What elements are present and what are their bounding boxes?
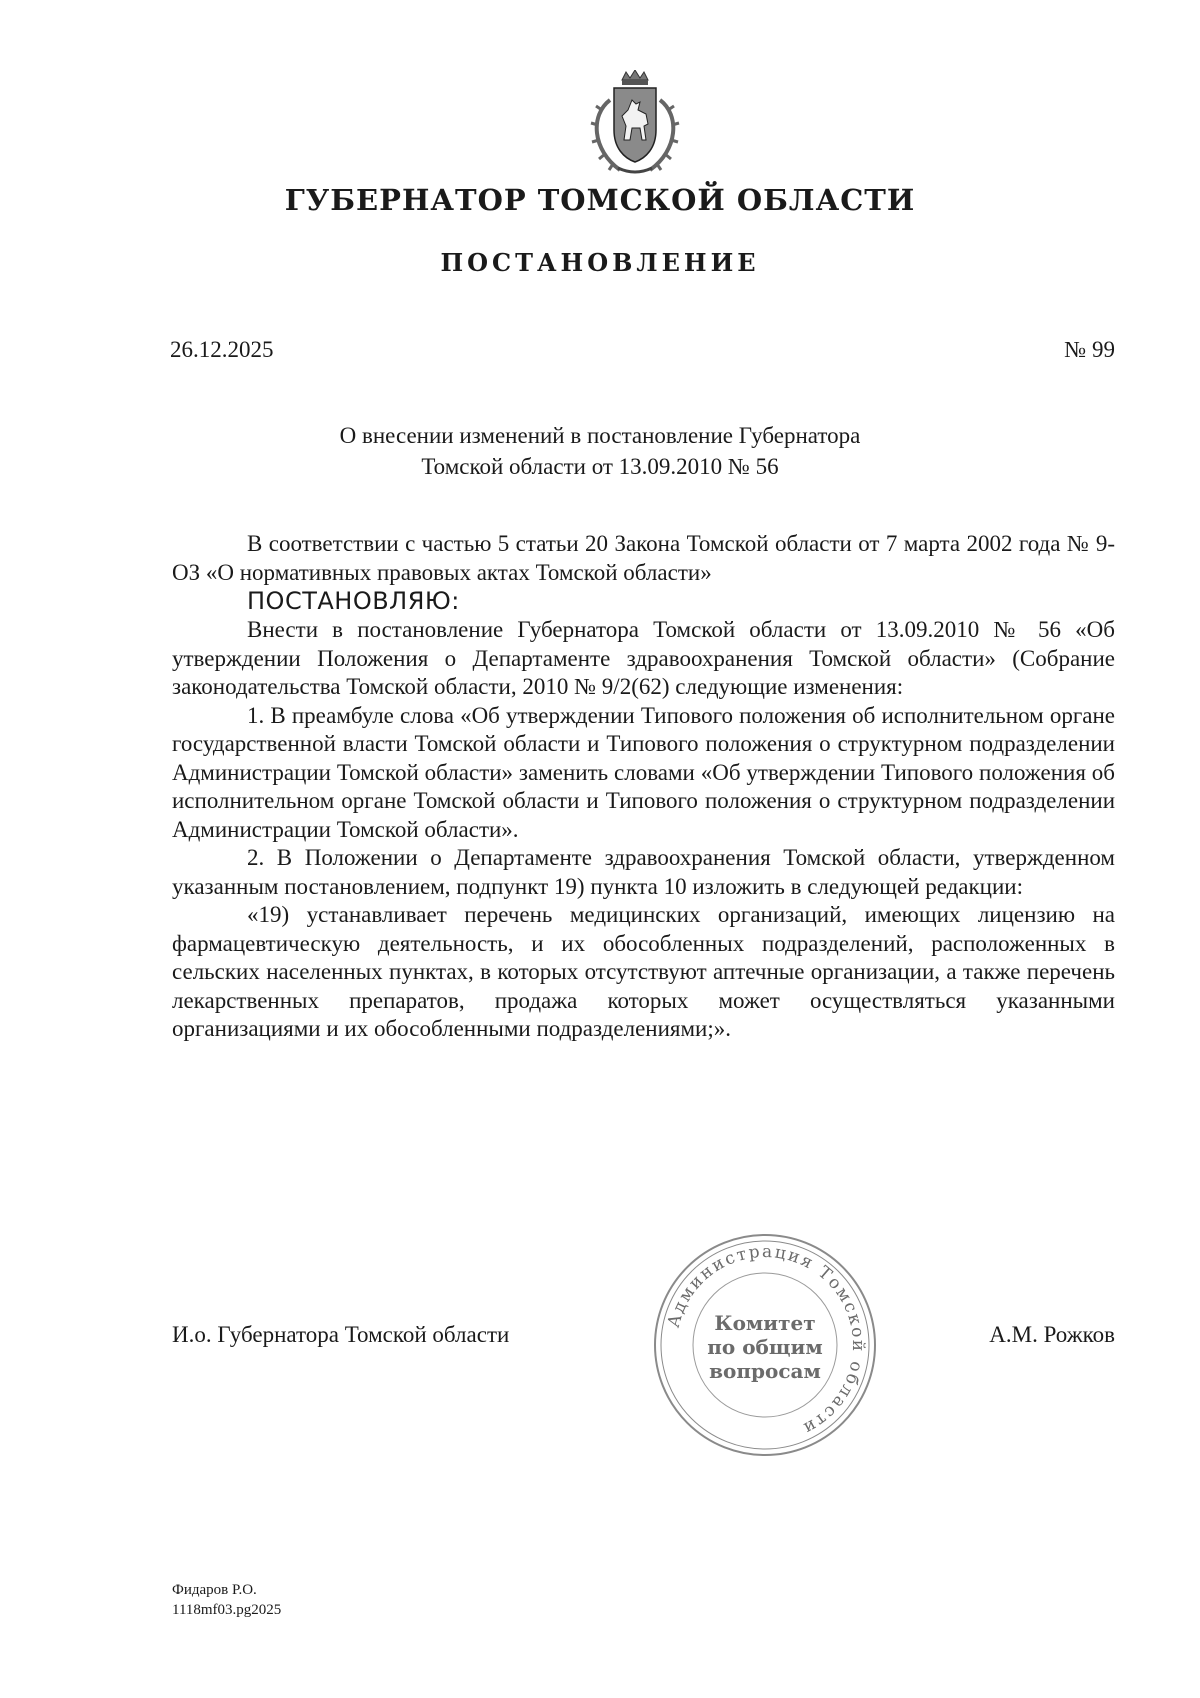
amendment-item-1: 1. В преамбуле слова «Об утверждении Типового положения об исполнительном органе государственной власти Томской области и Типового положения о структурном подразделении Администрации Томской области» заменить словами «Об утверждении Типового положения об исполнительном органе Томской области и Типового положения о структурном подразделении Администрации Томской области». (172, 702, 1115, 842)
document-type: ПОСТАНОВЛЕНИЕ (440, 248, 760, 277)
amendment-item-2: 2. В Положении о Департаменте здравоохранения Томской области, утвержденном указанным постановлением, подпункт 19) пункта 10 изложить в следующей редакции: (172, 845, 1115, 899)
issuing-authority: ГУБЕРНАТОР ТОМСКОЙ ОБЛАСТИ (284, 183, 916, 217)
stamp-center-line: Комитет (714, 1311, 816, 1335)
executor-info (172, 1580, 281, 1620)
subject-line: О внесении изменений в постановление Губернатора (339, 423, 861, 448)
document-subject (0, 420, 1200, 482)
signer-title: И.о. Губернатора Томской области (172, 1322, 510, 1347)
official-seal-stamp (650, 1230, 880, 1460)
document-number: № 99 (1064, 337, 1115, 362)
coat-of-arms-emblem (580, 70, 690, 180)
subject-line: Томской области от 13.09.2010 № 56 (421, 454, 779, 479)
stamp-center-line: вопросам (709, 1359, 821, 1383)
executor-name: Фидаров Р.О. (172, 1582, 257, 1598)
document-date: 26.12.2025 (170, 337, 274, 362)
amendment-intro-paragraph: Внести в постановление Губернатора Томской области от 13.09.2010 № 56 «Об утверждении Положения о Департаменте здравоохранения Томской области» (Собрание законодательства Томской области, 2010 № 9/2(62) следующие изменения: (172, 617, 1115, 699)
stamp-center-line: по общим (707, 1335, 823, 1359)
amended-subclause-text: «19) устанавливает перечень медицинских организаций, имеющих лицензию на фармацевтическую деятельность, и их обособленных подразделений, расположенных в сельских населенных пунктах, в которых отсутствуют аптечные организации, а также перечень лекарственных препаратов, продажа которых может осуществляться указанными организациями и их обособленными подразделениями;». (172, 902, 1115, 1041)
stamp-ring-text: Администрация Томской области (663, 1241, 869, 1439)
preamble-paragraph: В соответствии с частью 5 статьи 20 Закона Томской области от 7 марта 2002 года № 9-ОЗ «О нормативных правовых актах Томской области» (172, 531, 1115, 585)
signer-name: А.М. Рожков (989, 1322, 1115, 1347)
decree-word: ПОСТАНОВЛЯЮ: (247, 587, 460, 615)
document-file-code: 1118mf03.pg2025 (172, 1602, 282, 1618)
document-body (172, 530, 1115, 1044)
